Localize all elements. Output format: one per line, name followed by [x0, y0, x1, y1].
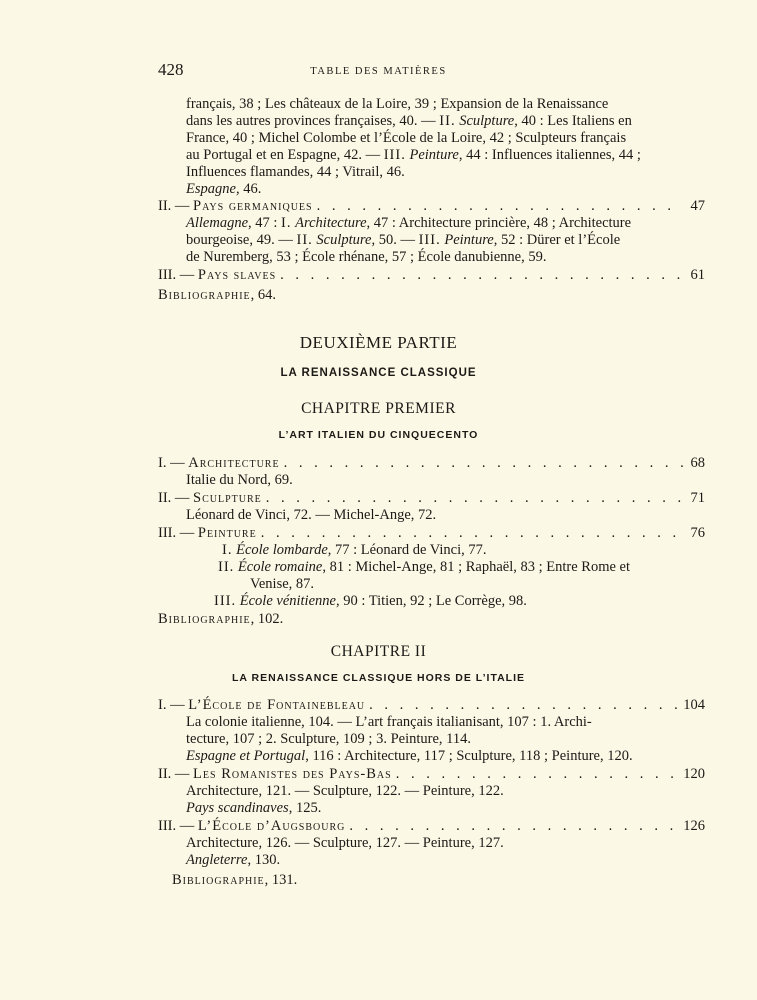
- toc-line: I. École lombarde, 77 : Léonard de Vinci, 77.: [222, 542, 487, 558]
- toc-line: au Portugal et en Espagne, 42. — III. Peinture, 44 : Influences italiennes, 44 ;: [186, 147, 641, 163]
- toc-line: Pays scandinaves, 125.: [186, 800, 322, 816]
- leader-dots: [349, 818, 679, 835]
- leader-dots: [317, 198, 683, 215]
- bibliography-line: Bibliographie, 131.: [172, 872, 298, 888]
- page-ref: 76: [690, 525, 705, 541]
- part-title: DEUXIÈME PARTIE: [299, 333, 458, 352]
- page-number: 428: [158, 60, 184, 79]
- toc-entry: I. — L’École de Fontainebleau . . . 104: [158, 697, 705, 714]
- chapter-subtitle: L’ART ITALIEN DU CINQUECENTO: [278, 429, 479, 441]
- toc-entry: III. — Pays slaves . . . 61: [158, 267, 705, 284]
- toc-line: Venise, 87.: [250, 576, 315, 592]
- toc-line: La colonie italienne, 104. — L’art français italianisant, 107 : 1. Archi-: [186, 714, 592, 730]
- toc-line: Architecture, 121. — Sculpture, 122. — Peinture, 122.: [186, 783, 504, 799]
- leader-dots: [396, 766, 680, 783]
- toc-line: III. École vénitienne, 90 : Titien, 92 ; Le Corrège, 98.: [214, 593, 527, 609]
- toc-entry: III. — L’École d’Augsbourg . . . 126: [158, 818, 705, 835]
- leader-dots: [280, 267, 683, 284]
- page-ref: 61: [690, 267, 705, 283]
- page-ref: 104: [683, 697, 705, 713]
- chapter-title: CHAPITRE PREMIER: [301, 400, 456, 417]
- toc-line: bourgeoise, 49. — II. Sculpture, 50. — III. Peinture, 52 : Dürer et l’École: [186, 232, 621, 248]
- page-ref: 47: [690, 198, 705, 214]
- toc-entry: I. — Architecture . . . 68: [158, 455, 705, 472]
- toc-line: français, 38 ; Les châteaux de la Loire, 39 ; Expansion de la Renaissance: [186, 96, 609, 112]
- toc-line: de Nuremberg, 53 ; École rhénane, 57 ; École danubienne, 59.: [186, 249, 547, 265]
- toc-line: Espagne, 46.: [186, 181, 262, 197]
- toc-line: Allemagne, 47 : I. Architecture, 47 : Architecture princière, 48 ; Architecture: [186, 215, 632, 231]
- toc-line: France, 40 ; Michel Colombe et l’École de la Loire, 42 ; Sculpteurs français: [186, 130, 627, 146]
- chapter-title: CHAPITRE II: [330, 643, 427, 660]
- toc-line: Léonard de Vinci, 72. — Michel-Ange, 72.: [186, 507, 437, 523]
- toc-line: tecture, 107 ; 2. Sculpture, 109 ; 3. Peinture, 114.: [186, 731, 471, 747]
- leader-dots: [284, 455, 683, 472]
- leader-dots: [266, 490, 683, 507]
- page-ref: 71: [690, 490, 705, 506]
- toc-line: dans les autres provinces françaises, 40. — II. Sculpture, 40 : Les Italiens en: [186, 113, 632, 129]
- toc-line: Italie du Nord, 69.: [186, 472, 293, 488]
- toc-line: Espagne et Portugal, 116 : Architecture, 117 ; Sculpture, 118 ; Peinture, 120.: [186, 748, 633, 764]
- page-ref: 126: [683, 818, 705, 834]
- bibliography-line: Bibliographie, 64.: [158, 287, 277, 303]
- leader-dots: [369, 697, 679, 714]
- toc-entry: II. — Pays germaniques . . . 47: [158, 198, 705, 215]
- toc-line: Architecture, 126. — Sculpture, 127. — Peinture, 127.: [186, 835, 504, 851]
- toc-entry: II. — Sculpture . . . 71: [158, 490, 705, 507]
- page-ref: 120: [683, 766, 705, 782]
- toc-line: Angleterre, 130.: [186, 852, 281, 868]
- toc-entry: III. — Peinture . . . 76: [158, 525, 705, 542]
- part-subtitle: LA RENAISSANCE CLASSIQUE: [280, 367, 477, 379]
- bibliography-line: Bibliographie, 102.: [158, 611, 284, 627]
- chapter-subtitle: LA RENAISSANCE CLASSIQUE HORS DE L’ITALIE: [231, 672, 526, 684]
- leader-dots: [261, 525, 683, 542]
- toc-entry: II. — Les Romanistes des Pays-Bas . . . 120: [158, 766, 705, 783]
- toc-line: Influences flamandes, 44 ; Vitrail, 46.: [186, 164, 405, 180]
- running-title: TABLE DES MATIÈRES: [310, 66, 447, 77]
- toc-line: II. École romaine, 81 : Michel-Ange, 81 ; Raphaël, 83 ; Entre Rome et: [218, 559, 631, 575]
- page-ref: 68: [690, 455, 705, 471]
